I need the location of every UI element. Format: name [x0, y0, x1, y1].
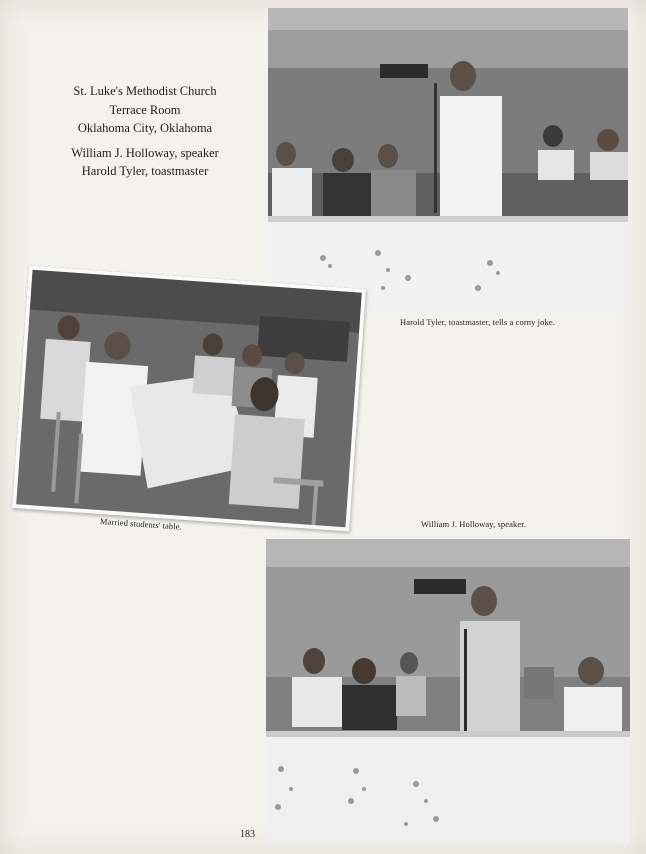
page-number: 183: [240, 829, 255, 840]
event-caption: [40, 82, 250, 181]
speaker-photo: [266, 539, 630, 843]
married-students-caption: Married students' table.: [99, 516, 183, 532]
speaker-credit: William J. Holloway, speaker: [71, 145, 219, 160]
toastmaster-credit: Harold Tyler, toastmaster: [81, 164, 209, 178]
location: Oklahoma City, Oklahoma: [77, 121, 213, 135]
church-name: St. Luke's Methodist Church: [73, 84, 217, 98]
speaker-photo-caption: William J. Holloway, speaker.: [421, 519, 526, 529]
room-name: Terrace Room: [109, 102, 181, 117]
married-students-photo: [12, 266, 366, 532]
toastmaster-photo-caption: Harold Tyler, toastmaster, tells a corny joke.: [400, 317, 555, 327]
toastmaster-photo: [268, 8, 628, 310]
